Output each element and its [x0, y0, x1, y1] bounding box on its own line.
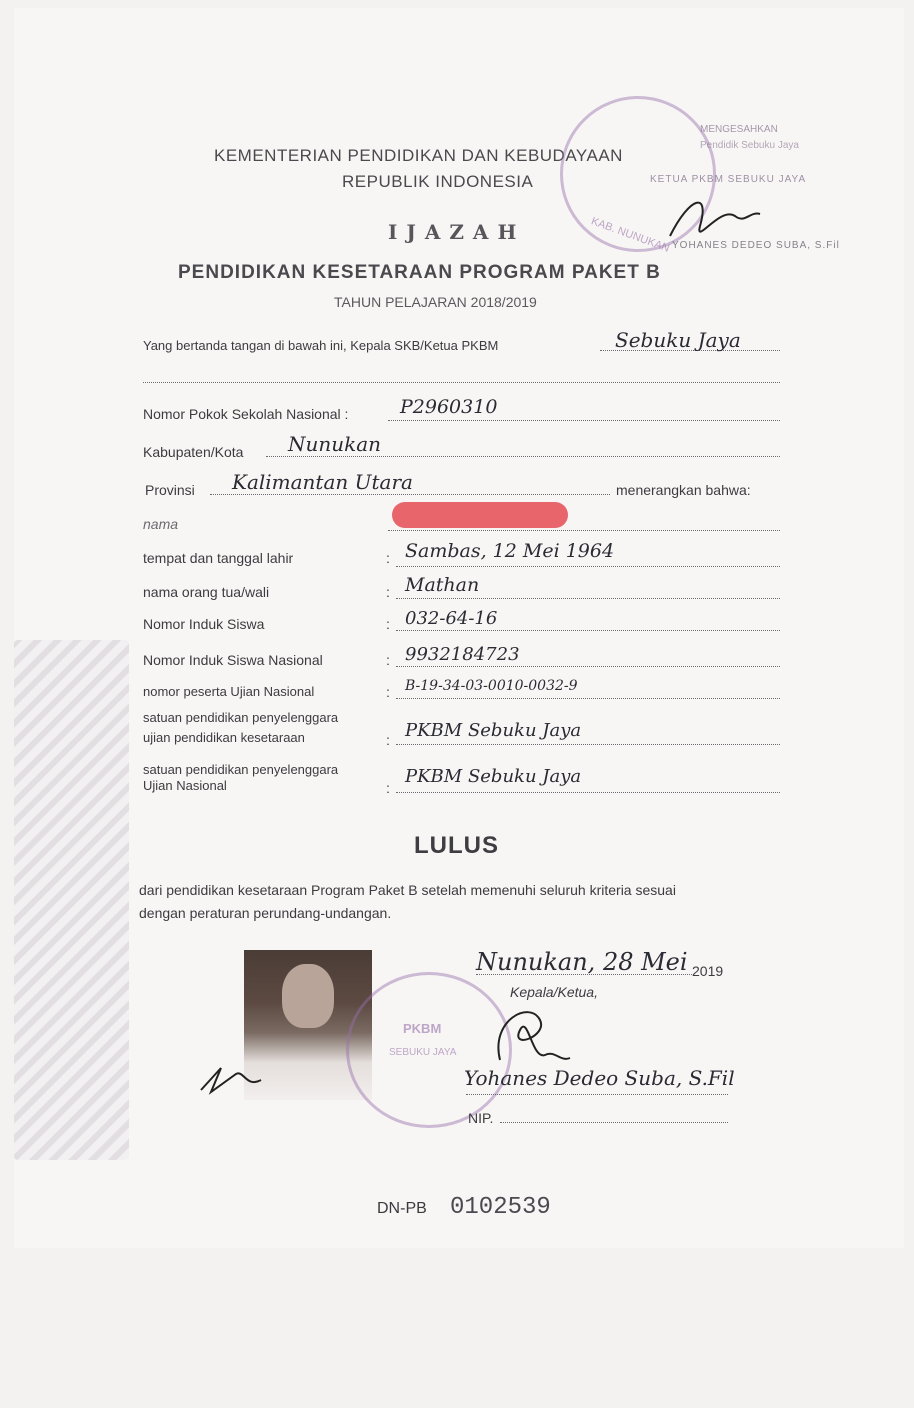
satuan1-value: PKBM Sebuku Jaya — [405, 720, 582, 741]
program-title: PENDIDIKAN KESETARAAN PROGRAM PAKET B — [178, 262, 661, 283]
sign-place-date: Nunukan, 28 Mei — [476, 948, 688, 976]
peserta-value: B-19-34-03-0010-0032-9 — [405, 678, 578, 694]
satuan1-label-b: ujian pendidikan kesetaraan — [143, 730, 305, 745]
school-stamp-top: PKBM — [403, 1021, 442, 1036]
stamp-ring-text: KAB. NUNUKAN — [589, 215, 672, 255]
academic-year: TAHUN PELAJARAN 2018/2019 — [334, 294, 537, 310]
pkbm-name: Sebuku Jaya — [615, 328, 741, 352]
satuan1-colon: : — [386, 732, 390, 748]
result-status: LULUS — [414, 832, 499, 859]
sign-nip: NIP. — [468, 1110, 494, 1126]
prov-value: Kalimantan Utara — [232, 470, 413, 494]
satuan1-label-a: satuan pendidikan penyelenggara — [143, 710, 339, 725]
npsn-value: P2960310 — [400, 396, 498, 418]
school-stamp-ring: SEBUKU JAYA — [389, 1047, 457, 1058]
ortu-value: Mathan — [405, 574, 480, 596]
ministry-title: KEMENTERIAN PENDIDIKAN DAN KEBUDAYAAN — [214, 146, 623, 165]
npsn-dots — [388, 420, 780, 421]
sign-name-dots — [466, 1094, 728, 1095]
decorative-border — [14, 640, 129, 1160]
stamp-approve-text: MENGESAHKAN — [700, 124, 778, 135]
republic-title: REPUBLIK INDONESIA — [342, 172, 534, 191]
result-line-1: dari pendidikan kesetaraan Program Paket B setelah memenuhi seluruh kriteria sesuai — [139, 882, 676, 898]
prov-suffix: menerangkan bahwa: — [616, 482, 751, 498]
nama-label: nama — [143, 516, 179, 532]
top-signature-mark — [660, 186, 770, 256]
name-redaction — [392, 502, 568, 528]
ttl-dots — [396, 566, 780, 567]
ortu-label: nama orang tua/wali — [143, 584, 270, 600]
prov-dots — [210, 494, 610, 495]
ttl-colon: : — [386, 550, 390, 566]
sign-year: 2019 — [692, 963, 724, 979]
serial-prefix: DN-PB — [377, 1200, 427, 1217]
prov-label: Provinsi — [145, 482, 195, 498]
sign-date-dots — [476, 974, 692, 975]
intro-dots-2 — [143, 382, 780, 383]
stamp-signer-text: YOHANES DEDEO SUBA, S.Fil — [672, 240, 840, 251]
satuan2-label-b: Ujian Nasional — [143, 778, 227, 793]
nis-colon: : — [386, 616, 390, 632]
nis-dots — [396, 630, 780, 631]
nisn-label: Nomor Induk Siswa Nasional — [143, 652, 323, 668]
kab-label: Kabupaten/Kota — [143, 444, 244, 460]
intro-text: Yang bertanda tangan di bawah ini, Kepala SKB/Ketua PKBM — [143, 338, 499, 353]
ortu-dots — [396, 598, 780, 599]
photo-face — [282, 964, 334, 1028]
satuan2-dots — [396, 792, 780, 793]
student-signature-mark — [196, 1060, 266, 1100]
stamp-educator-text: Pendidik Sebuku Jaya — [700, 140, 799, 151]
ijazah-title: IJAZAH — [388, 220, 526, 244]
ortu-colon: : — [386, 584, 390, 600]
nis-value: 032-64-16 — [405, 608, 498, 629]
satuan2-value: PKBM Sebuku Jaya — [405, 766, 582, 787]
kab-dots — [266, 456, 780, 457]
sign-nip-dots — [500, 1122, 728, 1123]
peserta-colon: : — [386, 684, 390, 700]
result-line-2: dengan peraturan perundang-undangan. — [139, 905, 392, 921]
stamp-role-text: KETUA PKBM SEBUKU JAYA — [650, 174, 807, 185]
satuan1-dots — [396, 744, 780, 745]
satuan2-colon: : — [386, 780, 390, 796]
satuan2-label-a: satuan pendidikan penyelenggara — [143, 762, 339, 777]
nisn-value: 9932184723 — [405, 644, 520, 665]
nis-label: Nomor Induk Siswa — [143, 616, 265, 632]
sign-role: Kepala/Ketua, — [510, 984, 598, 1000]
sign-name: Yohanes Dedeo Suba, S.Fil — [464, 1066, 735, 1090]
ttl-label: tempat dan tanggal lahir — [143, 550, 294, 566]
nisn-colon: : — [386, 652, 390, 668]
npsn-label: Nomor Pokok Sekolah Nasional : — [143, 406, 349, 422]
serial-number: 0102539 — [450, 1194, 551, 1221]
peserta-label: nomor peserta Ujian Nasional — [143, 684, 315, 699]
nisn-dots — [396, 666, 780, 667]
peserta-dots — [396, 698, 780, 699]
ttl-value: Sambas, 12 Mei 1964 — [405, 540, 615, 562]
nama-dots — [388, 530, 780, 531]
kab-value: Nunukan — [288, 432, 382, 456]
